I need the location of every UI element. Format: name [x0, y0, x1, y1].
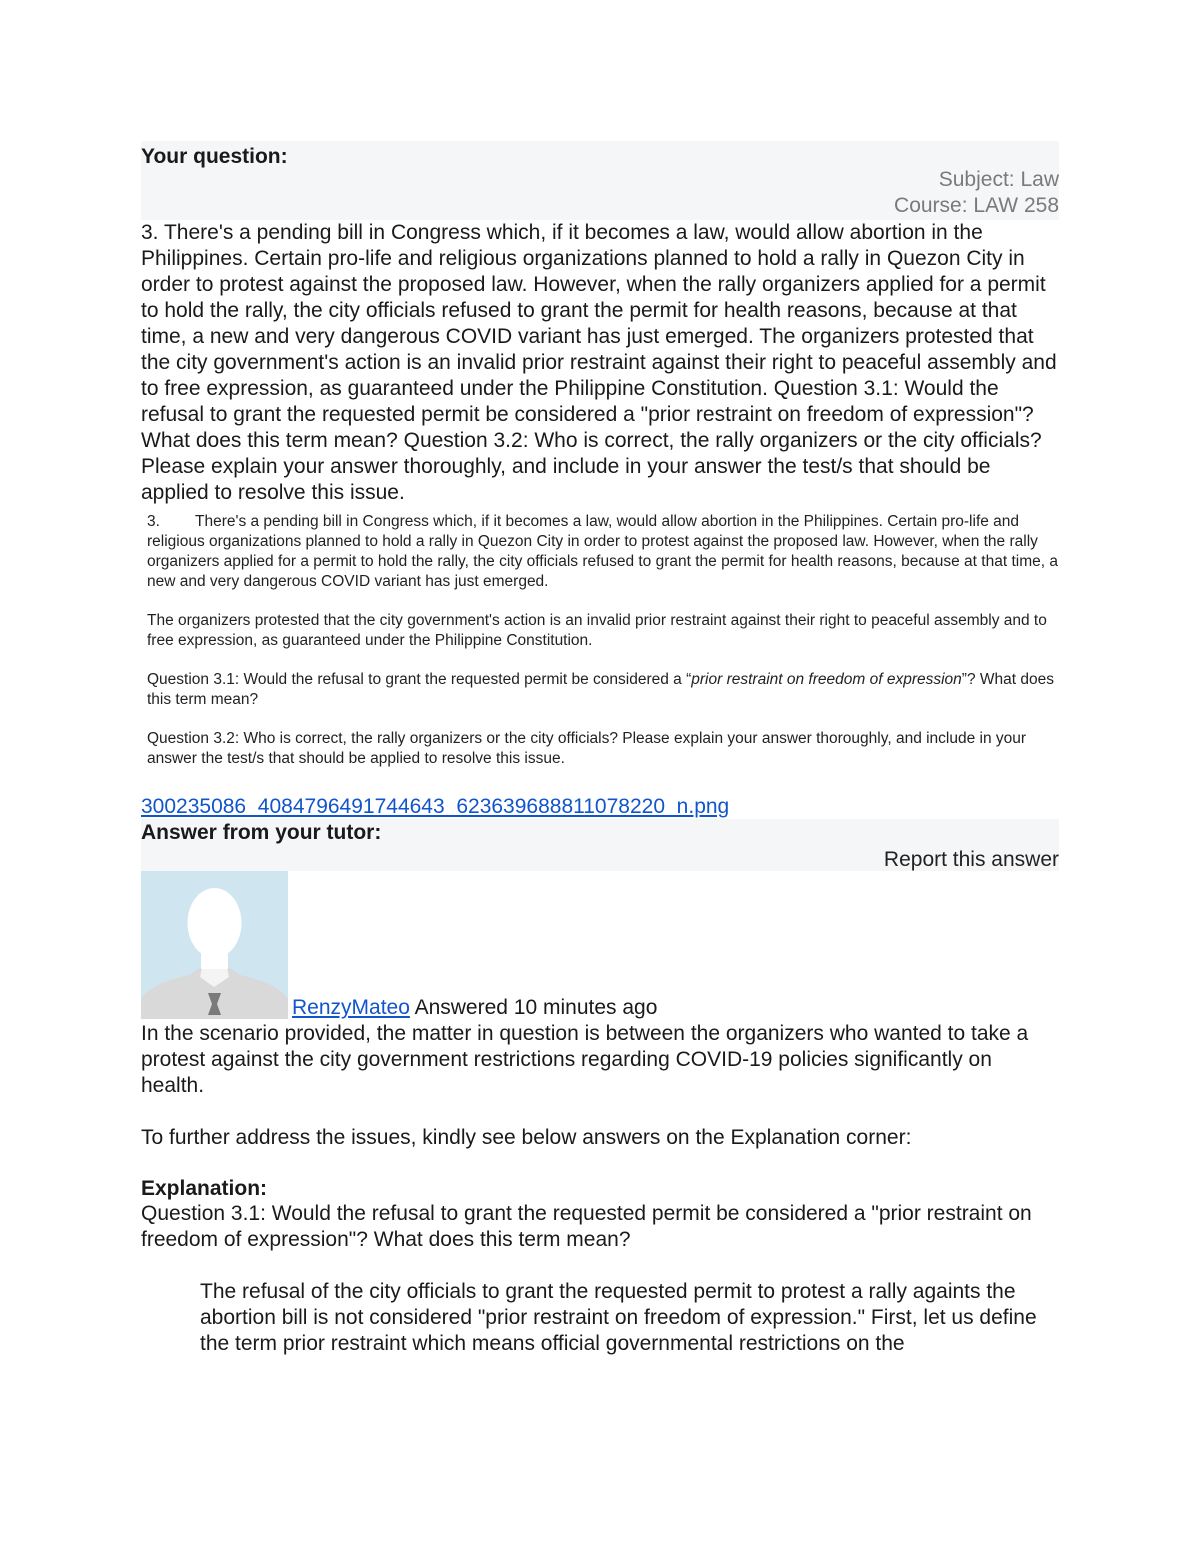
scan-text-3b: ”? What does this term mean? [147, 671, 1054, 708]
report-answer-link[interactable]: Report this answer [883, 848, 1059, 871]
person-silhouette-icon [141, 871, 288, 1019]
explanation-question: Question 3.1: Would the refusal to grant the requested permit be considered a "prior restraint on freedom of expression"? What does this term mean? [141, 1202, 1032, 1251]
explanation-title: Explanation: [141, 1177, 268, 1200]
scan-paragraph-2: The organizers protested that the city government's action is an invalid prior restraint against their right to peaceful assembly and to free expression, as guaranteed under the Philippine Constitution. [147, 612, 1047, 649]
content-column [141, 141, 1059, 1357]
scan-paragraph-3 [147, 670, 1059, 710]
scan-text-3-emphasis: prior restraint on freedom of expression [691, 671, 962, 688]
answer-further: To further address the issues, kindly see below answers on the Explanation corner: [141, 1126, 912, 1149]
question-text: 3. There's a pending bill in Congress which, if it becomes a law, would allow abortion in the Philippines. Certain pro-life and religious organizations planned to hold a rally in Quezon City in order to protest against the proposed law. However, when the rally organizers applied for a permit to hold the rally, the city officials refused to grant the permit for health reasons, because at that time, a new and very dangerous COVID variant has just emerged. The organizers protested that the city government's action is an invalid prior restraint against their right to peaceful assembly and to free expression, as guaranteed under the Philippine Constitution. Question 3.1: Would the refusal to grant the requested permit be considered a "prior restraint on freedom of expression"? What does this term mean? Question 3.2: Who is correct, the rally organizers or the city officials? Please explain your answer thoroughly, and include in your answer the test/s that should be applied to resolve this issue. [141, 221, 1057, 504]
answer-intro: In the scenario provided, the matter in question is between the organizers who wanted to take a protest against the city government restrictions regarding COVID-19 policies significantly on health. [141, 1022, 1029, 1097]
scan-number: 3. [147, 513, 160, 530]
avatar [141, 871, 288, 1019]
scan-text-1: There's a pending bill in Congress which, if it becomes a law, would allow abortion in the Philippines. Certain pro-life and religious organizations planned to hold a rally in Quezon City in order to protest against the proposed law. However, when the rally organizers applied for a permit to hold the rally, the city officials refused to grant the permit for health reasons, because at that time, a new and very dangerous COVID variant has just emerged. [147, 513, 1058, 590]
answer-label: Answer from your tutor: [141, 821, 382, 844]
answered-time: Answered 10 minutes ago [414, 996, 658, 1019]
scan-text-3a: Question 3.1: Would the refusal to grant the requested permit be considered a “ [147, 671, 692, 688]
explanation-answer: The refusal of the city officials to grant the requested permit to protest a rally againts the abortion bill is not considered "prior restraint on freedom of expression." First, let us define the term prior restraint which means official governmental restrictions on the [200, 1280, 1037, 1355]
subject-label: Subject: Law [938, 168, 1059, 191]
tutor-row [141, 871, 1059, 1021]
answer-header [141, 819, 1059, 871]
scan-paragraph-1 [147, 512, 1059, 592]
course-label: Course: LAW 258 [894, 194, 1059, 217]
tutor-name-link[interactable]: RenzyMateo [292, 996, 410, 1019]
attachment-link[interactable]: 300235086_4084796491744643_623639688811078220_n.png [141, 795, 730, 818]
question-label: Your question: [141, 145, 288, 168]
scan-paragraph-4: Question 3.2: Who is correct, the rally organizers or the city officials? Please explain your answer thoroughly, and include in your answer the test/s that should be applied to resolve this issue. [147, 730, 1027, 767]
question-scan-image [141, 512, 1059, 769]
question-header [141, 141, 1059, 220]
tutor-meta [292, 996, 657, 1020]
